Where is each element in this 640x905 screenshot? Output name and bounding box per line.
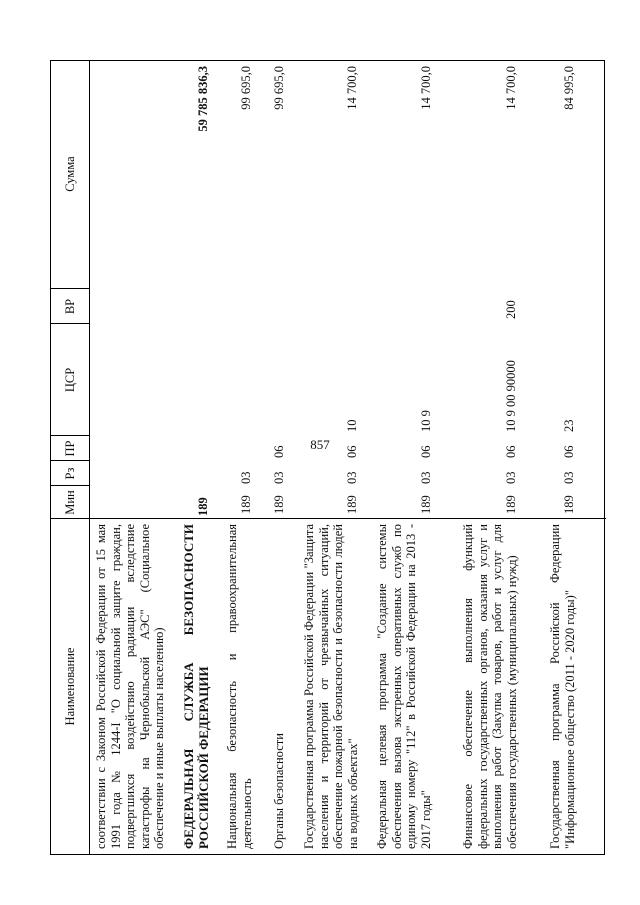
budget-table [50,60,605,855]
row-name: ФЕДЕРАЛЬНАЯ СЛУЖБА БЕЗОПАСНОСТИ РОССИЙСКОЙ ФЕДЕРАЦИИ [181,524,211,849]
row-min: 189 [504,495,518,514]
row-rz: 03 [239,471,253,484]
header-vr: ВР [62,298,77,315]
header-csr: ЦСР [62,367,77,393]
row-min: 189 [562,495,576,514]
row-csr: 10 [345,419,359,432]
row-pr: 06 [562,445,576,458]
row-vr: 200 [504,300,518,319]
row-min: 189 [239,495,253,514]
row-sum: 14 700,0 [504,66,518,110]
row-min: 189 [345,495,359,514]
page-number: 857 [310,437,330,452]
row-min: 189 [419,495,433,514]
row-rz: 03 [345,471,359,484]
row-name: Федеральная целевая программа "Создание системы обеспечения вызова экстренных оперативных служб по единому номеру "112" в Российской Федерации на 2013 - 2017 годы" [375,524,433,849]
header-name: Наименование [62,647,77,726]
header-pr: ПР [62,440,77,457]
row-csr: 10 9 00 90000 [504,360,518,432]
row-rz: 03 [419,471,433,484]
column-divider [51,518,606,519]
row-sum: 59 785 836,3 [196,66,210,132]
row-name: Финансовое обеспечение выполнения функций федеральных государственных органов, оказания услуг и выполнения работ (Закупка товаров, работ и услуг для обеспечения государственных (муниципальных) нужд) [461,524,519,849]
row-pr: 06 [504,445,518,458]
row-name: Органы безопасности [272,733,286,849]
row-sum: 99 695,0 [272,66,286,110]
row-rz: 03 [504,471,518,484]
row-csr: 23 [562,419,576,432]
row-min: 189 [196,497,210,516]
row-name: соответствии с Законом Российской Федерации от 15 мая 1991 года № 1244-I "О социальной защите граждан, подвергшихся воздействию радиации вследствие катастрофы на Чернобыльской АЭС" (Социальное обеспечение и иные выплаты населению) [94,524,167,849]
header-min: Мин [62,490,77,515]
header-sum: Сумма [62,156,77,192]
row-name: Государственная программа Российской Федерации "Информационное общество (2011 - 2020 годы)" [548,524,577,849]
row-pr: 06 [272,445,286,458]
row-sum: 84 995,0 [562,66,576,110]
row-rz: 03 [272,471,286,484]
row-min: 189 [272,495,286,514]
row-name: Национальная безопасность и правоохранительная деятельность [225,524,254,849]
row-sum: 14 700,0 [345,66,359,110]
row-pr: 06 [345,445,359,458]
row-csr: 10 9 [419,410,433,432]
row-rz: 03 [562,471,576,484]
header-rz: Рз [62,467,77,480]
header-divider [89,61,90,854]
row-sum: 14 700,0 [419,66,433,110]
row-name: Государственная программа Российской Федерации "Защита населения и территорий от чрезвычайных ситуаций, обеспечение пожарной безопасности и безопасности людей на водных объектах" [302,524,360,849]
row-pr: 06 [419,445,433,458]
row-sum: 99 695,0 [239,66,253,110]
